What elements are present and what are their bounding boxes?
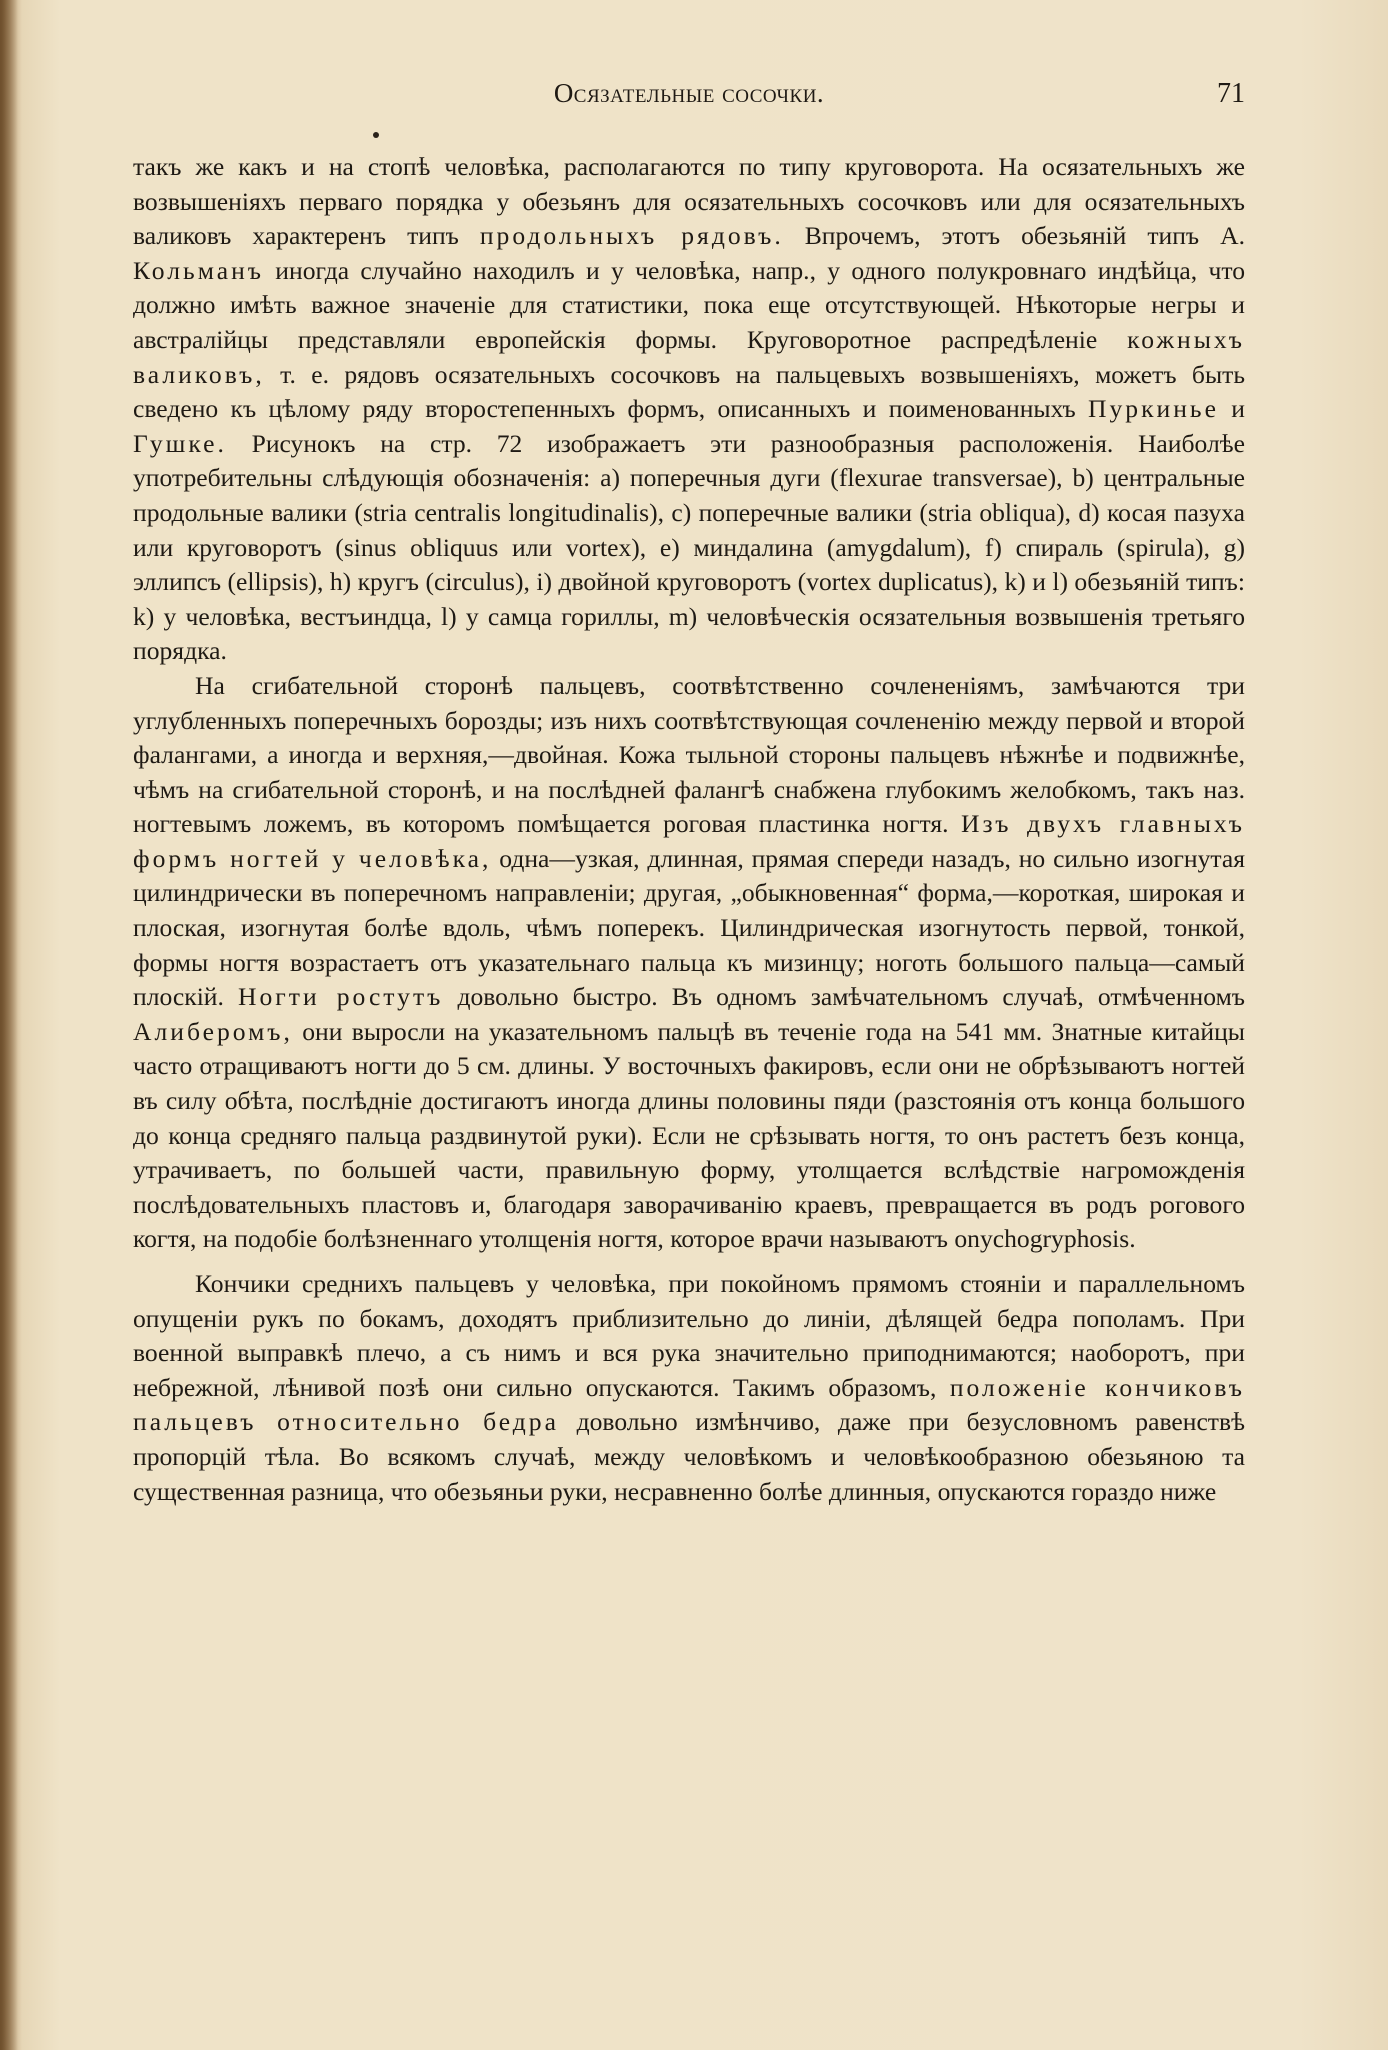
ink-dot-mark bbox=[373, 132, 379, 138]
spaced-emphasis: Изъ двухъ главныхъ формъ ногтей у человѣка, bbox=[133, 809, 1245, 873]
page-header bbox=[133, 78, 1245, 118]
paragraph: Кончики среднихъ пальцевъ у человѣка, при покойномъ прямомъ стояніи и параллельномъ опущеніи рукъ по бокамъ, доходятъ приблизительно до линіи, дѣлящей бедра пополамъ. При военной выправкѣ плечо, а съ нимъ и вся рука значительно приподнимаются; наоборотъ, при небрежной, лѣнивой позѣ они сильно опускаются. Такимъ образомъ, положеніе кончиковъ пальцевъ относительно бедра довольно измѣнчиво, даже при безусловномъ равенствѣ пропорцій тѣла. Во всякомъ случаѣ, между человѣкомъ и человѣкообразною обезьяною та существенная разница, что обезьяньи руки, несравненно болѣе длинныя, опускаются гораздо ниже bbox=[133, 1269, 1245, 1506]
page-number: 71 bbox=[1217, 78, 1245, 109]
binding-shadow bbox=[0, 0, 18, 2050]
spaced-emphasis: Ногти ростутъ bbox=[237, 982, 444, 1012]
paragraph: такъ же какъ и на стопѣ человѣка, располагаются по типу круговорота. На осязательныхъ же возвышеніяхъ перваго порядка у обезьянъ для осязательныхъ сосочковъ или для осязательныхъ валиковъ характеренъ типъ продольныхъ рядовъ. Впрочемъ, этотъ обезьяній типъ А. Кольманъ иногда случайно находилъ и у человѣка, напр., у одного полукровнаго индѣйца, что должно имѣть важное значеніе для статистики, пока еще отсутствующей. Нѣкоторые негры и австралійцы представляли европейскія формы. Круговоротное распредѣленіе кожныхъ валиковъ, т. е. рядовъ осязательныхъ сосочковъ на пальцевыхъ возвышеніяхъ, можетъ быть сведено къ цѣлому ряду второстепенныхъ формъ, описанныхъ и поименованныхъ Пуркинье и Гушке. Рисунокъ на стр. 72 изображаетъ эти разнообразныя расположенія. Наиболѣе употребительны слѣдующія обозначенія: a) поперечныя дуги (flexurae transversae), b) центральные продольные валики (stria centralis longitudinalis), c) поперечные валики (stria obliqua), d) косая пазуха или круговоротъ (sinus obliquus или vortex), e) миндалина (amygdalum), f) спираль (spirula), g) эллипсъ (ellipsis), h) кругъ (circulus), i) двойной круговоротъ (vortex duplicatus), k) и l) обезьяній типъ: k) у человѣка, вестъиндца, l) у самца гориллы, m) человѣческія осязательныя возвышенія третьяго порядка. bbox=[133, 152, 1245, 666]
spaced-name: Гушке. bbox=[133, 428, 227, 458]
spaced-emphasis: продольныхъ рядовъ. bbox=[479, 221, 784, 251]
paragraph: На сгибательной сторонѣ пальцевъ, соотвѣтственно сочлененіямъ, замѣчаются три углубленныхъ поперечныхъ борозды; изъ нихъ соотвѣтствующая сочлененію между первой и второй фалангами, а иногда и верхняя,—двойная. Кожа тыльной стороны пальцевъ нѣжнѣе и подвижнѣе, чѣмъ на сгибательной сторонѣ, и на послѣдней фалангѣ снабжена глубокимъ желобкомъ, такъ наз. ногтевымъ ложемъ, въ которомъ помѣщается роговая пластинка ногтя. Изъ двухъ главныхъ формъ ногтей у человѣка, одна—узкая, длинная, прямая спереди назадъ, но сильно изогнутая цилиндрически въ поперечномъ направленіи; другая, „обыкновенная“ форма,—короткая, широкая и плоская, изогнутая болѣе вдоль, чѣмъ поперекъ. Цилиндрическая изогнутость первой, тонкой, формы ногтя возрастаетъ отъ указательнаго пальца къ мизинцу; ноготь большого пальца—самый плоскій. Ногти ростутъ довольно быстро. Въ одномъ замѣчательномъ случаѣ, отмѣченномъ Алиберомъ, они выросли на указательномъ пальцѣ въ теченіе года на 541 мм. Знатные китайцы часто отращиваютъ ногти до 5 см. длины. У восточныхъ факировъ, если они не обрѣзываютъ ногтей въ силу обѣта, послѣдніе достигаютъ иногда длины половины пяди (разстоянія отъ конца большого до конца средняго пальца раздвинутой руки). Если не срѣзывать ногтя, то онъ растетъ безъ конца, утрачиваетъ, по большей части, правильную форму, утолщается вслѣдствіе нагроможденія послѣдовательныхъ пластовъ и, благодаря заворачиванію краевъ, превращается въ родъ рогового когтя, на подобіе болѣзненнаго утолщенія ногтя, которое врачи называютъ onychogryphosis. bbox=[133, 670, 1245, 1254]
spaced-name: Алиберомъ, bbox=[133, 1016, 293, 1046]
body-text bbox=[133, 150, 1245, 1509]
running-title: Осязательные сосочки. bbox=[553, 78, 825, 108]
spaced-emphasis: положеніе кончиковъ пальцевъ относительно бедра bbox=[133, 1372, 1245, 1437]
spaced-emphasis: кожныхъ валиковъ, bbox=[133, 324, 1245, 389]
spaced-name: Кольманъ bbox=[133, 255, 265, 285]
spaced-name: Пуркинье bbox=[1088, 394, 1219, 424]
